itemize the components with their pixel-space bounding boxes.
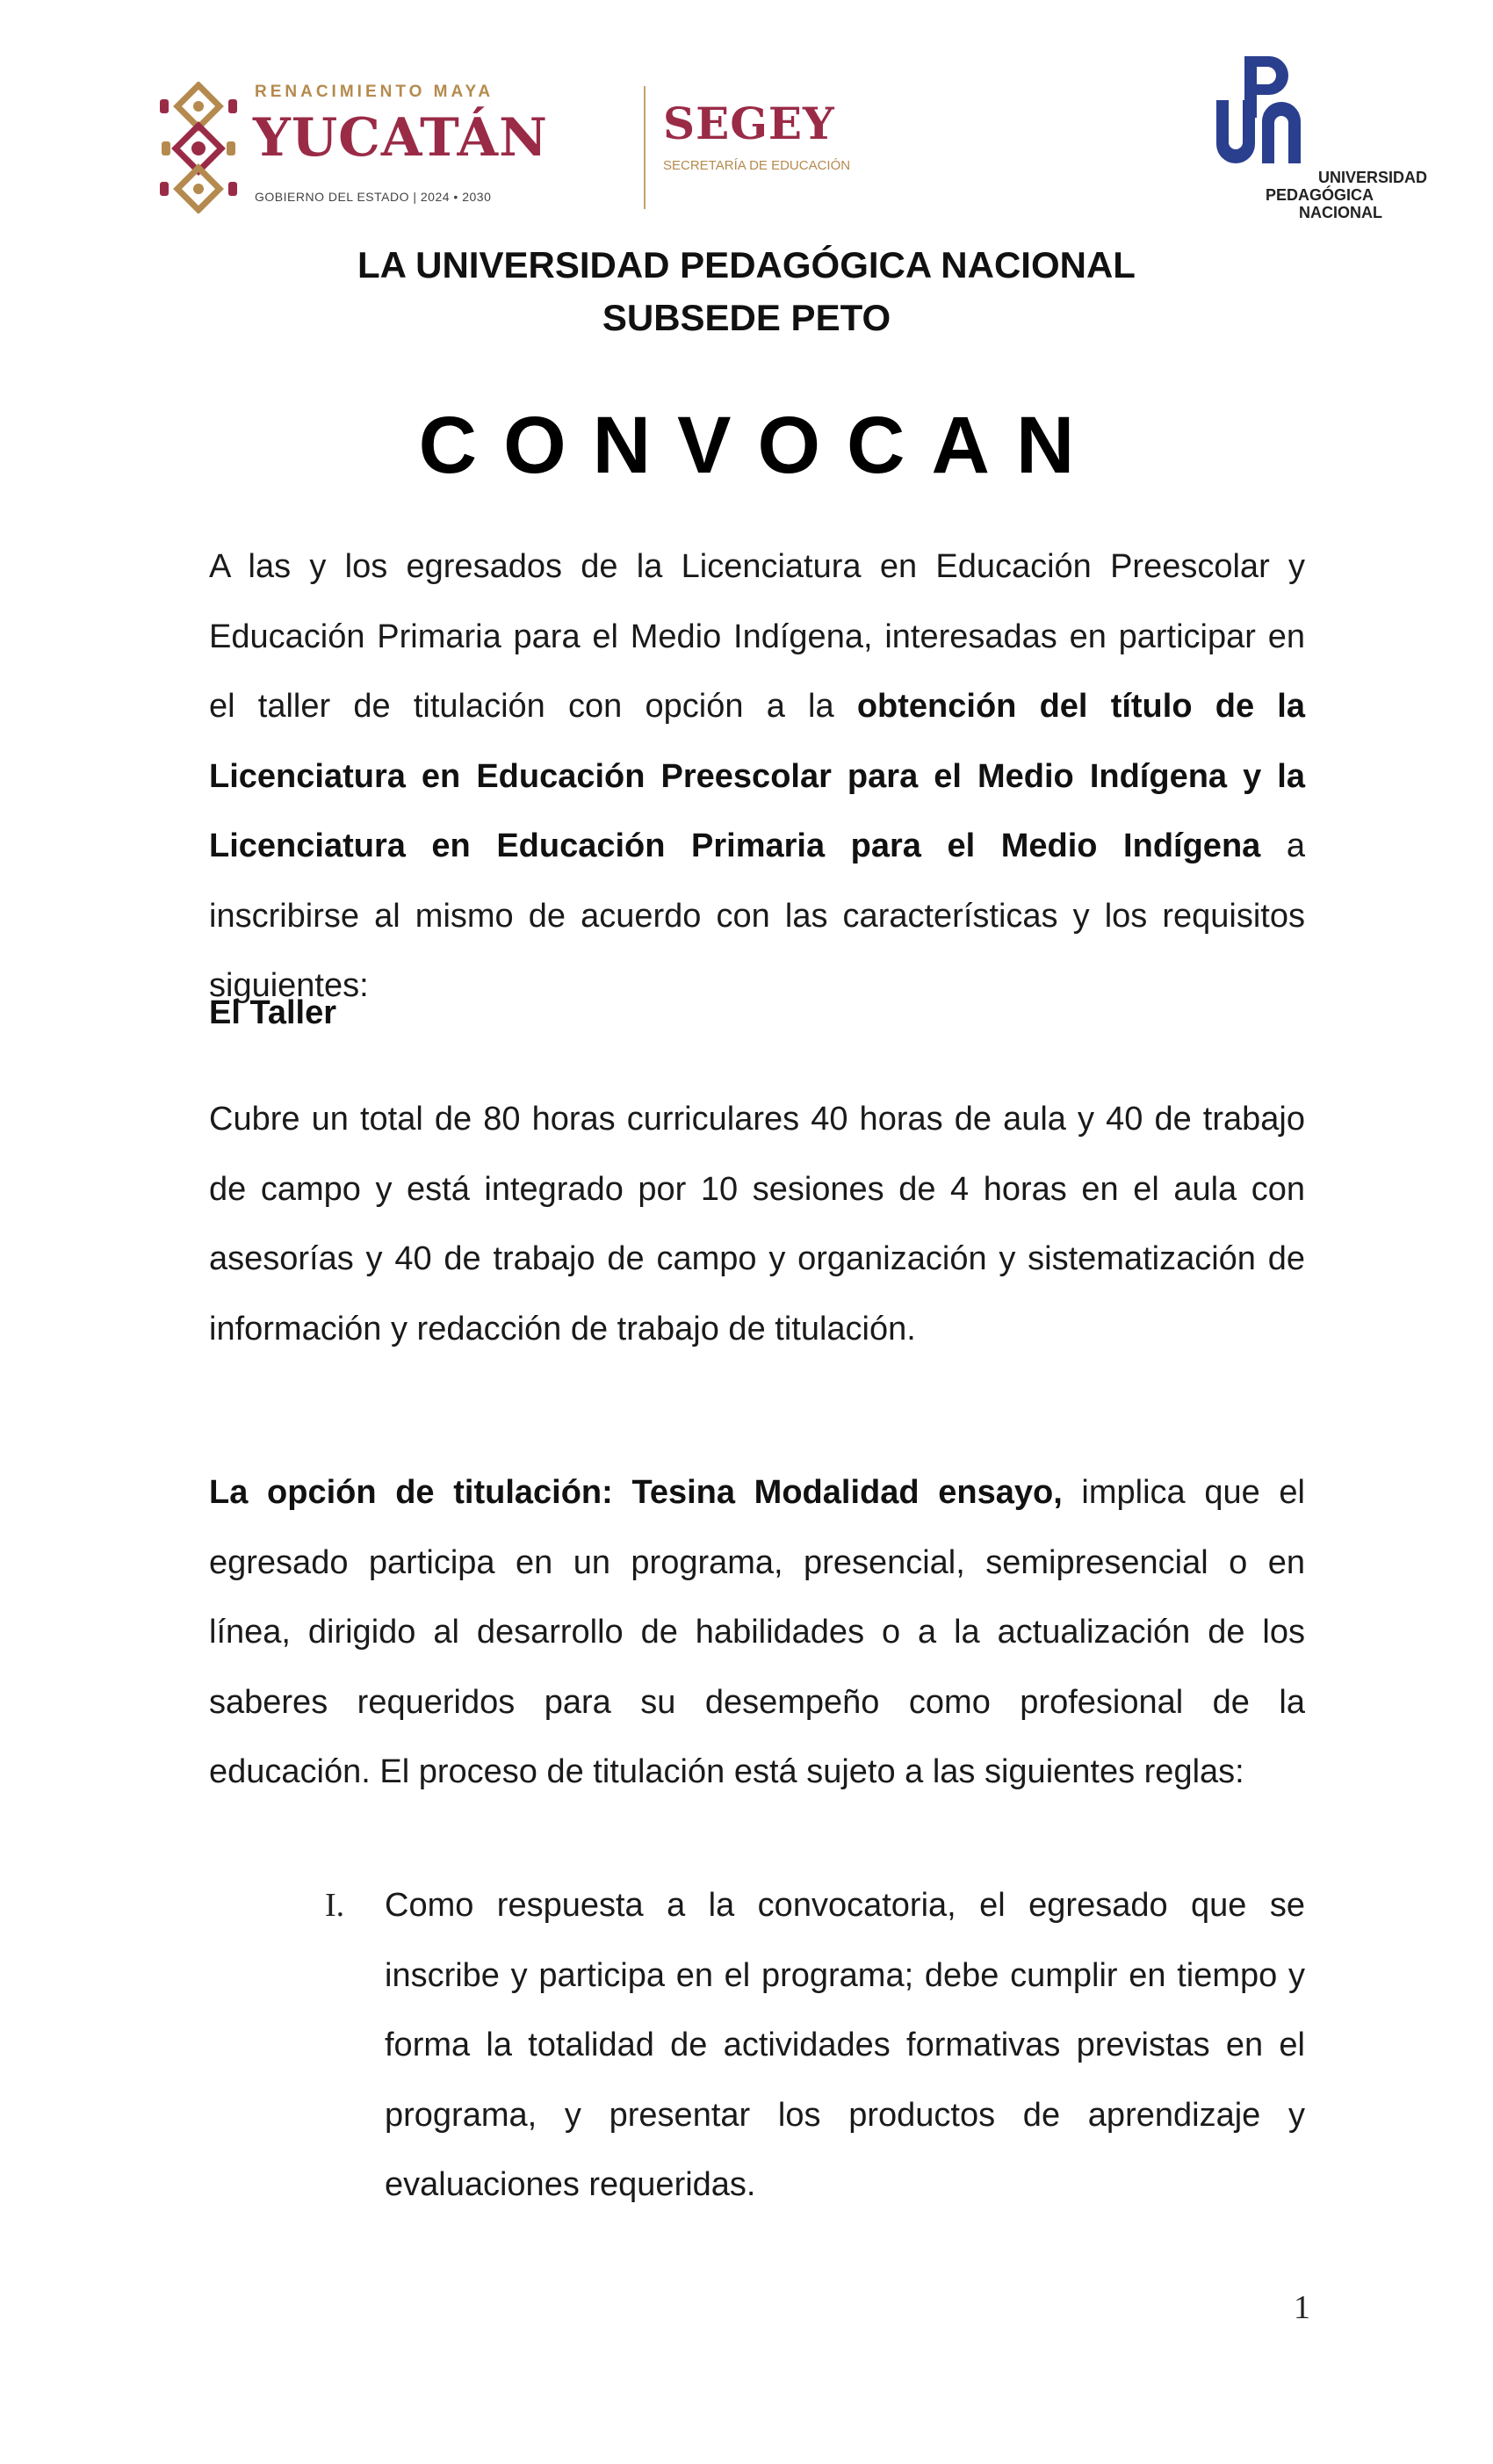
segey-sub-text: SECRETARÍA DE EDUCACIÓN (663, 158, 851, 173)
segey-logo (663, 98, 851, 173)
page-number: 1 (1294, 2289, 1310, 2326)
opcion-text: implica que el egresado participa en un programa, presencial, semipresencial o en línea, dirigido al desarrollo de habilidades o a la actualización de los saberes requeridos para su desempeño como profesional de la educación. El proceso de titulación está sujeto a las siguientes reglas: (209, 1474, 1305, 1790)
title-line-2: SUBSEDE PETO (602, 297, 891, 338)
intro-paragraph (209, 532, 1305, 1022)
opcion-bold-text: La opción de titulación: Tesina Modalidad ensayo, (209, 1474, 1063, 1511)
upn-line-3: NACIONAL (1299, 204, 1382, 221)
intro-text-2: a inscribirse al mismo de acuerdo con las características y los requisitos siguientes: (209, 827, 1305, 1004)
upn-emblem-icon (1215, 54, 1311, 186)
opcion-paragraph (209, 1458, 1305, 1808)
title-line-1: LA UNIVERSIDAD PEDAGÓGICA NACIONAL (357, 244, 1136, 285)
yucatan-top-text: RENACIMIENTO MAYA (255, 83, 494, 101)
taller-heading: El Taller (209, 994, 337, 1031)
yucatan-main-text: YUCATÁN (253, 107, 548, 169)
yucatan-sub-text: GOBIERNO DEL ESTADO | 2024 • 2030 (255, 190, 492, 204)
document-title (0, 239, 1493, 344)
upn-line-2: PEDAGÓGICA (1266, 186, 1374, 204)
upn-logo (1215, 54, 1428, 230)
yucatan-segey-logo (158, 77, 851, 222)
convocan-heading: CONVOCAN (418, 401, 1101, 490)
maya-emblem-icon (158, 82, 239, 213)
rule-text: Como respuesta a la convocatoria, el egresado que se inscribe y participa en el programa; debe cumplir en tiempo y forma la totalidad de actividades formativas previstas en el programa, y presentar los productos de aprendizaje y evaluaciones requeridas. (385, 1887, 1305, 2203)
upn-line-1: UNIVERSIDAD (1318, 169, 1428, 186)
logo-divider (644, 86, 646, 209)
segey-main-text: SEGEY (663, 98, 835, 149)
intro-bold-text: obtención del título de la Licenciatura en Educación Preescolar para el Medio Indígena y la Licenciatura en Educación Primaria para el Medio Indígena (209, 688, 1305, 864)
taller-paragraph: Cubre un total de 80 horas curriculares 40 horas de aula y 40 de trabajo de campo y está integrado por 10 sesiones de 4 horas en el aula con asesorías y 40 de trabajo de campo y organización y sistematización de información y redacción de trabajo de titulación. (209, 1101, 1305, 1348)
intro-text-1: A las y los egresados de la Licenciatura en Educación Preescolar y Educación Primaria para el Medio Indígena, interesadas en participar en el taller de titulación con opción a la (209, 548, 1305, 725)
rule-numeral: I. (325, 1887, 345, 1924)
